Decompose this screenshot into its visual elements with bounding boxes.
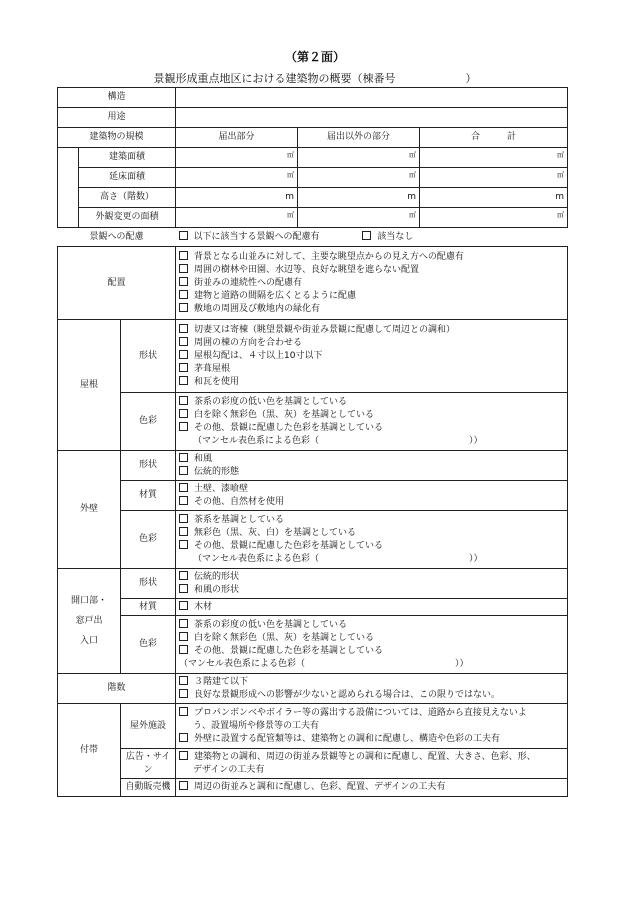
wall-material-label: 材質: [121, 481, 176, 511]
opening-color-option-1: 茶系の彩度の低い色を基調としている: [194, 619, 348, 630]
wall-shape-checkbox-1[interactable]: [179, 453, 188, 462]
header-total: 合 計: [420, 128, 568, 148]
wall-material-checkbox-1[interactable]: [179, 483, 188, 492]
floor-area-label: 延床面積: [79, 168, 176, 188]
roof-shape-option-5: 和瓦を使用: [194, 376, 240, 387]
roof-color-options: [176, 393, 568, 451]
structure-label: 構造: [58, 88, 176, 108]
accessory-label: 付帯: [58, 704, 121, 797]
layout-options: [176, 247, 568, 320]
consideration-options: [176, 228, 568, 247]
height-other[interactable]: m: [298, 188, 420, 208]
opening-munsell-line: （マンセル表色系による色彩（ ））: [179, 658, 469, 669]
layout-checkbox-4[interactable]: [179, 290, 188, 299]
consideration-yes-label: 以下に該当する景観への配慮有: [193, 231, 320, 242]
outdoor-facility-checkbox-2[interactable]: [179, 733, 188, 742]
outdoor-facility-option-1-cont: う、設置場所や修景等の工夫有: [193, 720, 320, 731]
signage-option-1: 建築物との調和、周辺の街並み景観等との調和に配慮し、配置、大きさ、色彩、形、: [194, 751, 536, 762]
opening-material-option-1: 木材: [194, 601, 213, 612]
roof-color-label: 色彩: [121, 393, 176, 451]
vending-machine-label: 自動販売機: [121, 779, 176, 797]
wall-color-option-2: 無彩色（黒、灰、白）を基調としている: [194, 527, 357, 538]
height-notified[interactable]: m: [176, 188, 298, 208]
roof-shape-option-1: 切妻又は寄棟（眺望景観や街並み景観に配慮して周辺との調和）: [194, 324, 456, 335]
building-overview-form: [57, 87, 568, 797]
roof-shape-checkbox-4[interactable]: [179, 363, 188, 372]
wall-color-option-3: その他、景観に配慮した色彩を基調としている: [194, 540, 384, 551]
outdoor-facility-checkbox-1[interactable]: [179, 707, 188, 716]
wall-munsell-line: （マンセル表色系による色彩（ ））: [193, 553, 483, 564]
roof-color-option-2: 白を除く無彩色（黒、灰）を基調としている: [194, 409, 375, 420]
layout-option-2: 周囲の樹林や田園、水辺等、良好な眺望を遮らない配置: [194, 264, 420, 275]
opening-material-options: [176, 599, 568, 616]
roof-shape-checkbox-1[interactable]: [179, 324, 188, 333]
layout-checkbox-5[interactable]: [179, 303, 188, 312]
vending-machine-option-1: 周辺の街並みと調和に配慮し、色彩、配置、デザインの工夫有: [194, 782, 446, 792]
wall-shape-option-1: 和風: [194, 453, 213, 464]
opening-color-options: [176, 616, 568, 674]
wall-shape-option-2: 伝統的形態: [194, 466, 240, 477]
stories-checkbox-2[interactable]: [179, 689, 188, 698]
opening-color-label: 色彩: [121, 616, 176, 674]
form-title: [0, 70, 630, 86]
consideration-no-label: 該当なし: [377, 231, 414, 242]
opening-shape-option-1: 伝統的形状: [194, 571, 240, 582]
height-label: 高さ（階数）: [79, 188, 176, 208]
roof-shape-options: [176, 320, 568, 393]
stories-checkbox-1[interactable]: [179, 676, 188, 685]
roof-shape-option-3: 屋根勾配は、４寸以上10寸以下: [194, 350, 323, 361]
wall-color-options: [176, 511, 568, 569]
opening-color-option-2: 白を除く無彩色（黒、灰）を基調としている: [194, 632, 375, 643]
consideration-no-checkbox[interactable]: [362, 231, 371, 240]
header-notified-part: 届出部分: [176, 128, 298, 148]
stories-label: 階数: [58, 674, 176, 704]
roof-color-option-3: その他、景観に配慮した色彩を基調としている: [194, 422, 384, 433]
vending-machine-checkbox-1[interactable]: [179, 781, 188, 790]
vending-machine-options: [176, 779, 568, 797]
roof-label: 屋根: [58, 320, 121, 451]
building-area-other[interactable]: ㎡: [298, 148, 420, 168]
building-area-label: 建築面積: [79, 148, 176, 168]
floor-area-other[interactable]: ㎡: [298, 168, 420, 188]
floor-area-notified[interactable]: ㎡: [176, 168, 298, 188]
title-close: ）: [465, 72, 477, 85]
layout-option-5: 敷地の周囲及び敷地内の緑化有: [194, 303, 321, 314]
wall-color-option-1: 茶系を基調としている: [194, 514, 285, 525]
wall-color-checkbox-1[interactable]: [179, 514, 188, 523]
layout-option-4: 建物と道路の間隔を広くとるように配慮: [194, 290, 357, 301]
scale-label: 建築物の規模: [58, 128, 176, 148]
opening-shape-checkbox-2[interactable]: [179, 584, 188, 593]
roof-color-checkbox-3[interactable]: [179, 422, 188, 431]
layout-option-1: 背景となる山並みに対して、主要な眺望点からの見え方への配慮有: [194, 251, 464, 262]
opening-shape-checkbox-1[interactable]: [179, 571, 188, 580]
roof-shape-option-2: 周囲の棟の方向を合わせる: [194, 337, 303, 348]
layout-checkbox-2[interactable]: [179, 264, 188, 273]
facade-change-total[interactable]: ㎡: [420, 208, 568, 228]
stories-option-2: 良好な景観形成への影響が少ないと認められる場合は、この限りではない。: [194, 689, 501, 700]
use-field[interactable]: [176, 108, 568, 128]
wall-material-options: [176, 481, 568, 511]
opening-shape-label: 形状: [121, 569, 176, 599]
wall-color-checkbox-2[interactable]: [179, 527, 188, 536]
wall-material-option-1: 土壁、漆喰壁: [194, 483, 249, 494]
title-text: 景観形成重点地区における建築物の概要（棟番号: [153, 72, 396, 85]
opening-color-checkbox-2[interactable]: [179, 632, 188, 641]
facade-change-notified[interactable]: ㎡: [176, 208, 298, 228]
opening-shape-options: [176, 569, 568, 599]
opening-material-checkbox-1[interactable]: [179, 601, 188, 610]
wall-material-checkbox-2[interactable]: [179, 496, 188, 505]
outdoor-facility-option-2: 外壁に設置する配管類等は、建築物との調和に配慮し、構造や色彩の工夫有: [194, 733, 501, 744]
outdoor-facility-options: [176, 704, 568, 749]
wall-color-label: 色彩: [121, 511, 176, 569]
wall-shape-checkbox-2[interactable]: [179, 466, 188, 475]
roof-shape-label: 形状: [121, 320, 176, 393]
header-other-part: 届出以外の部分: [298, 128, 420, 148]
wall-material-option-2: その他、自然材を使用: [194, 496, 285, 507]
layout-option-3: 街並みの連続性への配慮有: [194, 277, 303, 288]
opening-shape-option-2: 和風の形状: [194, 584, 240, 595]
outdoor-facility-label: 屋外施設: [121, 704, 176, 749]
roof-shape-checkbox-2[interactable]: [179, 337, 188, 346]
consideration-label: 景観への配慮: [89, 231, 144, 242]
wall-shape-options: [176, 451, 568, 481]
use-label: 用途: [58, 108, 176, 128]
building-area-total[interactable]: ㎡: [420, 148, 568, 168]
stories-option-1: ３階建て以下: [194, 676, 249, 687]
structure-field[interactable]: [176, 88, 568, 108]
layout-label: 配置: [58, 247, 176, 320]
opening-color-checkbox-1[interactable]: [179, 619, 188, 628]
roof-munsell-line: （マンセル表色系による色彩（ ））: [193, 435, 483, 446]
wall-shape-label: 形状: [121, 451, 176, 481]
opening-color-checkbox-3[interactable]: [179, 645, 188, 654]
opening-color-option-3: その他、景観に配慮した色彩を基調としている: [194, 645, 384, 656]
signage-options: [176, 749, 568, 779]
roof-shape-checkbox-5[interactable]: [179, 376, 188, 385]
roof-color-checkbox-1[interactable]: [179, 396, 188, 405]
outdoor-facility-option-1: プロパンボンベやボイラー等の露出する設備については、道路から直接見えないよ: [194, 707, 527, 718]
consideration-yes-checkbox[interactable]: [179, 231, 188, 240]
opening-material-label: 材質: [121, 599, 176, 616]
roof-color-option-1: 茶系の彩度の低い色を基調としている: [194, 396, 348, 407]
height-total[interactable]: m: [420, 188, 568, 208]
floor-area-total[interactable]: ㎡: [420, 168, 568, 188]
signage-label: 広告・サイン: [121, 749, 176, 779]
roof-color-checkbox-2[interactable]: [179, 409, 188, 418]
signage-option-1-cont: デザインの工夫有: [193, 764, 265, 775]
stories-options: [176, 674, 568, 704]
layout-checkbox-3[interactable]: [179, 277, 188, 286]
roof-shape-checkbox-3[interactable]: [179, 350, 188, 359]
opening-label: 開口部・ 窓戸出 入口: [58, 569, 121, 674]
facade-change-other[interactable]: ㎡: [298, 208, 420, 228]
building-area-notified[interactable]: ㎡: [176, 148, 298, 168]
page-number: （第２面）: [284, 50, 345, 64]
layout-checkbox-1[interactable]: [179, 251, 188, 260]
facade-change-area-label: 外観変更の面積: [79, 208, 176, 228]
signage-checkbox-1[interactable]: [179, 751, 188, 760]
roof-shape-option-4: 茅葺屋根: [194, 363, 231, 374]
metrics-indent-cell: [58, 148, 79, 228]
wall-label: 外壁: [58, 451, 121, 569]
wall-color-checkbox-3[interactable]: [179, 540, 188, 549]
